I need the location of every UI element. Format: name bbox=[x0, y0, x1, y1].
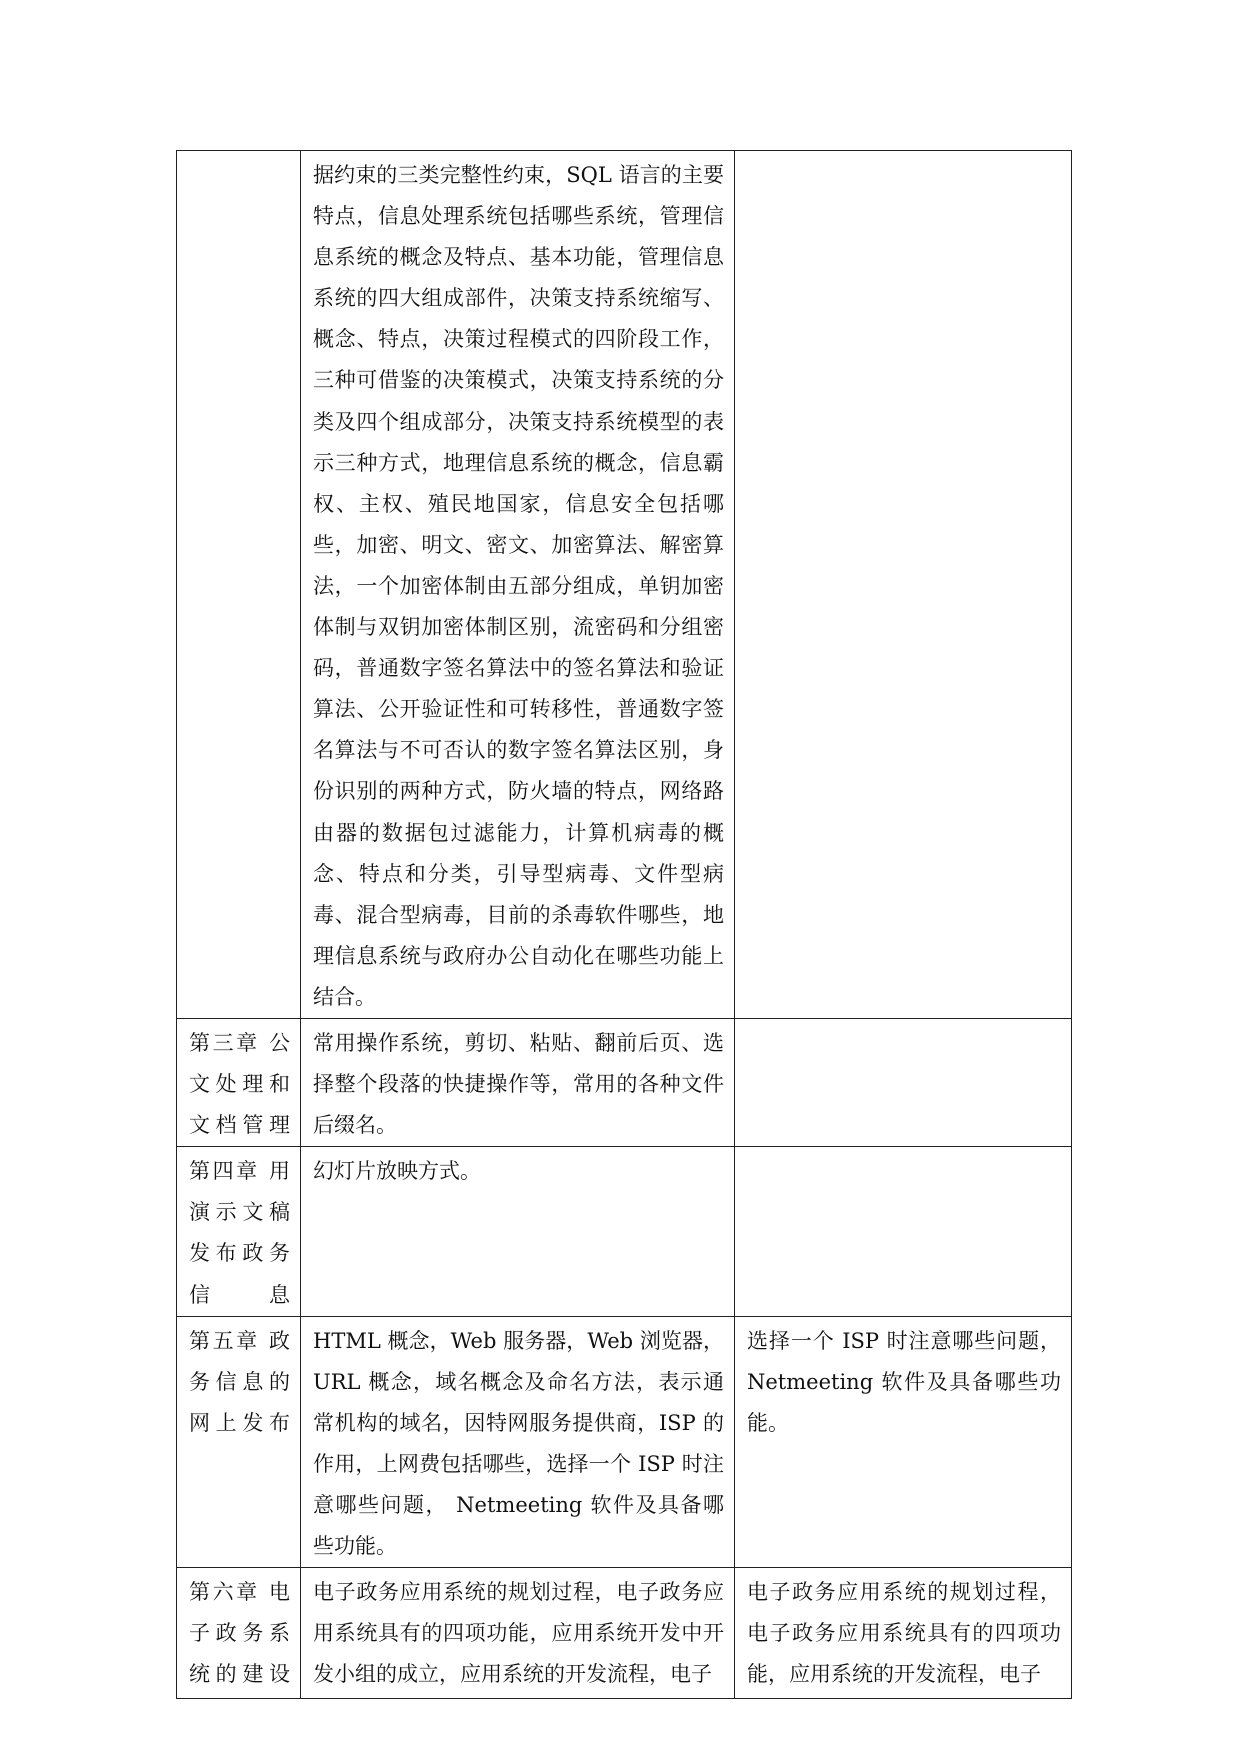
chapter-cell bbox=[177, 151, 301, 1019]
content-cell: 幻灯片放映方式。 bbox=[301, 1147, 735, 1316]
content-cell: HTML 概念，Web 服务器，Web 浏览器，URL 概念，域名概念及命名方法，表示通常机构的域名，因特网服务提供商，ISP 的作用，上网费包括哪些，选择一个 ISP 时注意哪些问题， Netmeeting 软件及具备哪些功能。 bbox=[301, 1316, 735, 1568]
content-cell: 常用操作系统，剪切、粘贴、翻前后页、选择整个段落的快捷操作等，常用的各种文件后缀名。 bbox=[301, 1018, 735, 1146]
table-row bbox=[177, 1316, 1072, 1568]
notes-cell bbox=[735, 1147, 1072, 1316]
notes-cell bbox=[735, 151, 1072, 1019]
content-cell: 据约束的三类完整性约束，SQL 语言的主要特点，信息处理系统包括哪些系统，管理信息系统的概念及特点、基本功能，管理信息系统的四大组成部件，决策支持系统缩写、概念、特点，决策过程模式的四阶段工作，三种可借鉴的决策模式，决策支持系统的分类及四个组成部分，决策支持系统模型的表示三种方式，地理信息系统的概念，信息霸权、主权、殖民地国家，信息安全包括哪些，加密、明文、密文、加密算法、解密算法，一个加密体制由五部分组成，单钥加密体制与双钥加密体制区别，流密码和分组密码，普通数字签名算法中的签名算法和验证算法、公开验证性和可转移性，普通数字签名算法与不可否认的数字签名算法区别，身份识别的两种方式，防火墙的特点，网络路由器的数据包过滤能力，计算机病毒的概念、特点和分类，引导型病毒、文件型病毒、混合型病毒，目前的杀毒软件哪些，地理信息系统与政府办公自动化在哪些功能上结合。 bbox=[301, 151, 735, 1019]
table-row bbox=[177, 1147, 1072, 1316]
table-row bbox=[177, 151, 1072, 1019]
chapter-cell: 第三章 公文处理和文档管理 bbox=[177, 1018, 301, 1146]
chapter-cell: 第四章 用演示文稿发布政务信息 bbox=[177, 1147, 301, 1316]
chapter-cell: 第五章 政务信息的网上发布 bbox=[177, 1316, 301, 1568]
notes-cell: 电子政务应用系统的规划过程，电子政务应用系统具有的四项功能，应用系统的开发流程，电子 bbox=[735, 1568, 1072, 1699]
table-row bbox=[177, 1018, 1072, 1146]
syllabus-table bbox=[176, 150, 1072, 1699]
notes-cell: 选择一个 ISP 时注意哪些问题，Netmeeting 软件及具备哪些功能。 bbox=[735, 1316, 1072, 1568]
chapter-cell: 第六章 电子政务系统的建设 bbox=[177, 1568, 301, 1699]
content-cell: 电子政务应用系统的规划过程，电子政务应用系统具有的四项功能，应用系统开发中开发小组的成立，应用系统的开发流程，电子 bbox=[301, 1568, 735, 1699]
notes-cell bbox=[735, 1018, 1072, 1146]
table-row bbox=[177, 1568, 1072, 1699]
